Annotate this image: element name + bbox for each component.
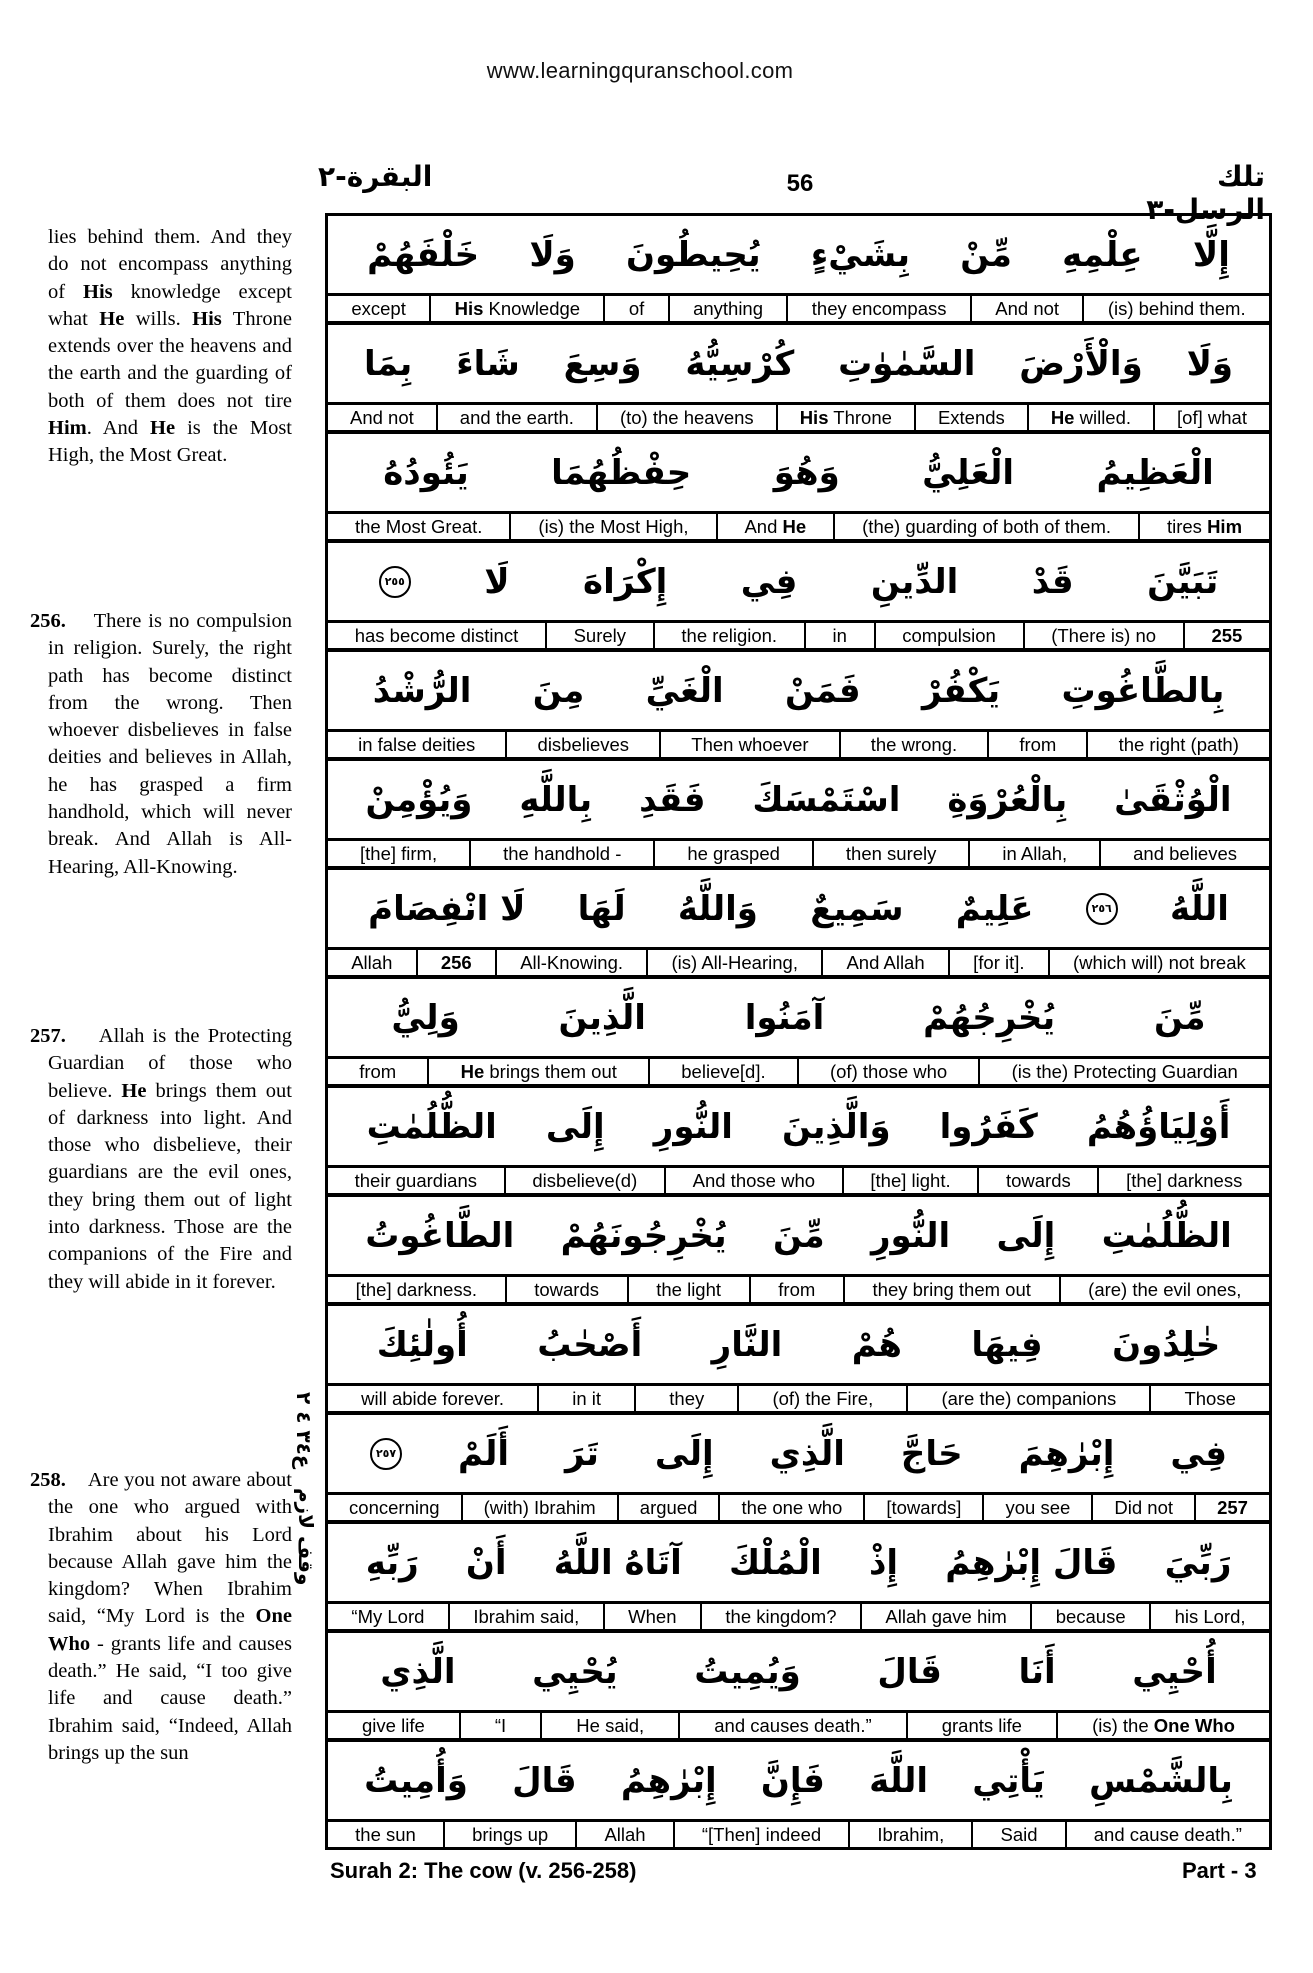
english-word-cell: And Allah [821,950,948,975]
arabic-word: أَلَمْ [457,1433,510,1474]
english-word-cell: and believes [1099,841,1269,866]
arabic-word: وَلَا [529,234,576,275]
arabic-word: وَيُؤْمِنْ [365,779,473,820]
english-word-cell: [towards] [863,1495,982,1520]
verse-line [328,1633,1269,1742]
ayah-end-marker-icon: ٢٥٧ [370,1438,402,1470]
arabic-row [328,216,1269,296]
arabic-word: وَهُوَ [773,452,840,493]
english-word-cell: And those who [664,1168,842,1193]
english-word-cell: in [804,623,874,648]
english-word-cell: disbelieve(d) [504,1168,664,1193]
arabic-word: الرُّشْدُ [372,670,472,711]
english-row [328,296,1269,325]
arabic-word: لَا انْفِصَامَ [368,888,526,929]
english-word-cell: Surely [545,623,653,648]
arabic-word: إِلَّا [1192,234,1230,275]
site-url: www.learningquranschool.com [486,58,794,83]
english-word-cell: in false deities [358,734,476,755]
english-row [328,623,1269,652]
english-word-cell: All-Knowing. [495,950,646,975]
arabic-word: أَصْحٰبُ [537,1324,643,1365]
translation-paragraph-256 [30,608,292,881]
arabic-word: فِي [740,561,798,602]
english-word-cell: they encompass [786,296,969,321]
arabic-word: قَدْ [1031,561,1074,602]
english-word-cell: and cause death.” [1065,1822,1269,1847]
verse-line [328,1742,1269,1847]
english-word-cell: his Lord, [1149,1604,1269,1629]
english-word-cell: from [987,732,1086,757]
arabic-word: أُولٰئِكَ [376,1324,468,1365]
english-word-cell: Allah gave him [860,1604,1030,1629]
surah-footer-label: Surah 2: The cow (v. 256-258) [330,1858,637,1883]
english-word-cell: He willed. [1027,405,1153,430]
english-word-cell: (of) the Fire, [737,1386,906,1411]
english-word-cell: (is) the Most High, [509,514,715,539]
english-word-cell: (of) those who [797,1059,979,1084]
arabic-row [328,1742,1269,1822]
arabic-word: مِّنَ [1153,997,1206,1038]
english-word-cell: Extends [914,405,1027,430]
arabic-word: بِالطَّاغُوتِ [1061,670,1225,711]
arabic-word: هُمْ [851,1324,902,1365]
arabic-word: شَاءَ [456,343,520,384]
arabic-word: الَّذِي [380,1651,456,1692]
verse-line [328,1306,1269,1415]
english-word-cell: And He [716,514,834,539]
arabic-word: يُخْرِجُهُمْ [923,997,1056,1038]
english-word-cell: 257 [1194,1495,1269,1520]
word-by-word-table [325,213,1272,1850]
arabic-word: النَّارِ [711,1324,783,1365]
english-word-cell: he grasped [653,841,812,866]
english-word-cell: (the) guarding of both of them. [833,514,1138,539]
arabic-word: اسْتَمْسَكَ [752,779,901,820]
english-word-cell: (are) the evil ones, [1059,1277,1269,1302]
arabic-word: إِذْ [868,1542,899,1583]
verse-line [328,979,1269,1088]
english-word-cell: you see [982,1495,1091,1520]
ruku-mark: ع٣٤ ٤ ٢ [292,1392,316,1469]
arabic-word: فَقَدِ [639,779,706,820]
arabic-word: وَالَّذِينَ [782,1106,891,1147]
arabic-row [328,543,1269,623]
english-word-cell: from [749,1277,843,1302]
arabic-row [328,761,1269,841]
english-word-cell: [the] firm, [360,843,438,864]
english-word-cell: Ibrahim, [848,1822,971,1847]
arabic-word: قَالَ [877,1651,942,1692]
arabic-word: فِيهَا [971,1324,1043,1365]
english-word-cell: (is the) Protecting Guardian [978,1059,1269,1084]
english-word-cell: brings up [443,1822,575,1847]
arabic-word: فَمَنْ [784,670,861,711]
english-row [328,1822,1269,1847]
arabic-word: الَّذِينَ [558,997,646,1038]
arabic-word: الْوُثْقَىٰ [1114,779,1232,820]
arabic-word: تَرَ [565,1433,599,1474]
arabic-word: أُحْيِي [1132,1651,1217,1692]
translation-text: 257. Allah is the Protecting Guardian of those who believe. He brings them out of darkness into light. And those who disbelieve, their guardians are the evil ones, they bring them out of light into darkness. Those are the companions of the Fire and they will abide in it forever. [30,1025,292,1293]
arabic-row [328,652,1269,732]
arabic-word: يَئُودُهُ [383,452,469,493]
arabic-word: الطَّاغُوتُ [365,1215,515,1256]
english-row [328,1495,1269,1524]
english-word-cell: argued [617,1495,719,1520]
english-row [328,1277,1269,1306]
arabic-word: فَإِنَّ [760,1760,825,1801]
page-number: 56 [786,170,814,197]
arabic-word: النُّورِ [870,1215,951,1256]
arabic-row [328,325,1269,405]
english-word-cell: will abide forever. [361,1388,505,1409]
translation-paragraph-258 [30,1467,292,1767]
arabic-word: مِّنَ [773,1215,825,1256]
arabic-word: الْعَظِيمُ [1096,452,1214,493]
english-word-cell: the one who [718,1495,863,1520]
arabic-row [328,1633,1269,1713]
english-word-cell: “I [459,1713,540,1738]
arabic-word: أَنْ [465,1542,507,1583]
english-word-cell: towards [977,1168,1097,1193]
english-word-cell: of [603,296,667,321]
english-word-cell: When [603,1604,700,1629]
ayah-end-marker-icon: ٢٥٥ [379,566,411,598]
arabic-word: بِالشَّمْسِ [1089,1760,1233,1801]
arabic-word: خَلْفَهُمْ [367,234,480,275]
english-word-cell: compulsion [874,623,1023,648]
english-row [328,405,1269,434]
arabic-row [328,1306,1269,1386]
arabic-word: أَوْلِيَاؤُهُمُ [1086,1106,1231,1147]
english-word-cell: the kingdom? [700,1604,860,1629]
english-word-cell: grants life [906,1713,1056,1738]
arabic-word: آتَاهُ اللَّهُ [553,1542,682,1583]
juz-name-arabic: تلك الرسل-٣ [1146,160,1265,226]
arabic-word: الْغَيِّ [645,670,724,711]
verse-line [328,761,1269,870]
english-word-cell: His Throne [776,405,914,430]
arabic-word: بِمَا [363,343,413,384]
arabic-word: خٰلِدُونَ [1112,1324,1221,1365]
english-word-cell: His Knowledge [429,296,603,321]
english-word-cell: the sun [355,1824,416,1845]
verse-line [328,870,1269,979]
arabic-word: لَهَا [577,888,626,929]
english-word-cell: (is) the One Who [1056,1713,1269,1738]
english-word-cell: except [351,298,406,319]
english-word-cell: He said, [540,1713,678,1738]
arabic-word: النُّورِ [653,1106,733,1147]
english-row [328,841,1269,870]
arabic-word: بِاللَّهِ [519,779,593,820]
verse-line [328,1197,1269,1306]
arabic-word: عَلِيمٌ [955,888,1034,929]
arabic-word: قَالَ [512,1760,577,1801]
english-word-cell: Did not [1091,1495,1194,1520]
arabic-word: عِلْمِهِ [1062,234,1143,275]
english-word-cell: has become distinct [354,625,519,646]
arabic-word: بِشَيْءٍ [810,234,911,275]
arabic-word: وَسِعَ [563,343,642,384]
arabic-row [328,1088,1269,1168]
english-word-cell: their guardians [354,1170,478,1191]
verse-line [328,1088,1269,1197]
part-footer-label: Part - 3 [1182,1858,1257,1883]
english-word-cell: they [634,1386,737,1411]
arabic-word: إِلَى [996,1215,1056,1256]
english-row [328,1059,1269,1088]
english-word-cell: the religion. [653,623,804,648]
arabic-word: حِفْظُهُمَا [551,452,692,493]
english-word-cell: 255 [1183,623,1269,648]
english-word-cell: (There is) no [1023,623,1183,648]
arabic-word: الدِّينِ [870,561,959,602]
verse-line [328,216,1269,325]
english-word-cell: and the earth. [436,405,596,430]
english-word-cell: Those [1149,1386,1269,1411]
arabic-word: أَنَا [1018,1651,1056,1692]
english-word-cell: disbelieves [505,732,659,757]
english-word-cell: 256 [416,950,495,975]
arabic-word: سَمِيعٌ [810,888,904,929]
english-word-cell: concerning [349,1497,440,1518]
ayah-end-marker-icon: ٢٥٦ [1086,893,1118,925]
verse-line [328,434,1269,543]
arabic-word: إِبْرٰهِمَ [1018,1433,1115,1474]
arabic-word: وَأُمِيتُ [364,1760,468,1801]
english-word-cell: the Most Great. [354,516,483,537]
arabic-word: الَّذِي [769,1433,845,1474]
english-word-cell: [for it]. [948,950,1048,975]
surah-name-arabic: البقرة-٢ [318,160,433,193]
arabic-word: إِلَى [545,1106,605,1147]
arabic-word: كُرْسِيُّهُ [685,343,795,384]
english-word-cell: And not [349,407,414,428]
english-word-cell: [of] what [1153,405,1269,430]
arabic-word: يَكْفُرْ [921,670,1001,711]
english-row [328,1604,1269,1633]
arabic-row [328,1524,1269,1604]
english-word-cell: Allah [575,1822,672,1847]
arabic-row [328,870,1269,950]
arabic-row [328,979,1269,1059]
english-word-cell: [the] darkness [1097,1168,1269,1193]
arabic-word: كَفَرُوا [939,1106,1038,1147]
english-word-cell: He brings them out [427,1059,648,1084]
arabic-word: اللَّهُ [1169,888,1229,929]
arabic-word: يُخْرِجُونَهُمْ [560,1215,727,1256]
verse-line [328,1415,1269,1524]
english-word-cell: and causes death.” [678,1713,905,1738]
arabic-word: إِبْرٰهِمُ [620,1760,717,1801]
arabic-word: وَاللَّهُ [677,888,758,929]
verse-line [328,652,1269,761]
english-row [328,950,1269,979]
english-word-cell: towards [505,1277,627,1302]
arabic-word: رَبِّهِ [365,1542,419,1583]
english-word-cell: [the] light. [842,1168,978,1193]
english-row [328,732,1269,761]
arabic-word: الْمُلْكَ [728,1542,822,1583]
translation-paragraph [30,224,292,470]
arabic-word: مِنَ [532,670,585,711]
english-word-cell: from [359,1061,397,1082]
arabic-word: السَّمٰوٰتِ [838,343,976,384]
english-word-cell: anything [668,296,787,321]
english-word-cell: Allah [351,952,393,973]
english-word-cell: (is) behind them. [1082,296,1269,321]
arabic-word: يُحِيطُونَ [626,234,761,275]
arabic-word: وَالْأَرْضَ [1019,343,1143,384]
english-word-cell: the light [627,1277,749,1302]
arabic-word: قَالَ إِبْرٰهِمُ [945,1542,1118,1583]
english-word-cell: the right (path) [1086,732,1269,757]
arabic-word: الظُّلُمٰتِ [1101,1215,1232,1256]
english-word-cell: [the] darkness. [355,1279,477,1300]
english-word-cell: in it [537,1386,634,1411]
english-word-cell: And not [970,296,1083,321]
english-word-cell: Said [971,1822,1064,1847]
english-word-cell: they bring them out [843,1277,1059,1302]
arabic-word: اللَّهَ [869,1760,929,1801]
english-word-cell: then surely [812,841,968,866]
arabic-word: لَا [484,561,510,602]
english-word-cell: because [1030,1604,1149,1629]
arabic-word: وَيُمِيتُ [694,1651,801,1692]
arabic-word: وَلِيُّ [391,997,460,1038]
english-word-cell: Then whoever [659,732,838,757]
english-word-cell: “My Lord [351,1606,425,1627]
arabic-word: إِكْرَاهَ [583,561,668,602]
english-word-cell: the handhold - [469,841,653,866]
arabic-word: يَأْتِي [972,1760,1045,1801]
arabic-row [328,1415,1269,1495]
arabic-word: مِّنْ [960,234,1012,275]
verse-number: 256. [30,610,66,632]
arabic-word: وَلَا [1186,343,1234,384]
english-word-cell: give life [362,1715,425,1736]
arabic-word: حَاجَّ [900,1433,963,1474]
waqf-mark: وقف لازم [294,1488,318,1586]
arabic-word: تَبَيَّنَ [1147,561,1219,602]
arabic-row [328,1197,1269,1277]
english-row [328,1386,1269,1415]
arabic-word: رَبِّيَ [1164,1542,1232,1583]
english-word-cell: Ibrahim said, [448,1604,603,1629]
english-word-cell: (to) the heavens [596,405,776,430]
arabic-word: آمَنُوا [744,997,825,1038]
english-word-cell: (is) All-Hearing, [646,950,821,975]
arabic-row [328,434,1269,514]
english-word-cell: believe[d]. [648,1059,797,1084]
translation-text: 256. There is no compulsion in religion. Surely, the right path has become distinct from the wrong. Then whoever disbelieves in false deities and believes in Allah, he has grasped a firm handhold, which will never break. And Allah is All-Hearing, All-Knowing. [30,610,292,878]
english-word-cell: (with) Ibrahim [461,1495,617,1520]
arabic-word: يُحْيِي [532,1651,618,1692]
arabic-word: الْعَلِيُّ [922,452,1015,493]
arabic-word: بِالْعُرْوَةِ [947,779,1068,820]
english-word-cell: the wrong. [839,732,988,757]
english-row [328,1713,1269,1742]
verse-number: 257. [30,1025,66,1047]
english-word-cell: in Allah, [968,841,1099,866]
verse-line [328,543,1269,652]
english-row [328,514,1269,543]
verse-line [328,325,1269,434]
arabic-word: فِي [1170,1433,1228,1474]
verse-line [328,1524,1269,1633]
translation-text: 258. Are you not aware about the one who argued with Ibrahim about his Lord because Allah gave him the kingdom? When Ibrahim said, “My Lord is the One Who - grants life and causes death.” He said, “I too give life and cause death.” Ibrahim said, “Indeed, Allah brings up the sun [30,1469,292,1764]
english-word-cell: tires Him [1138,514,1269,539]
arabic-word: إِلَى [654,1433,714,1474]
verse-number: 258. [30,1469,66,1491]
translation-text: lies behind them. And they do not encompass anything of His knowledge except what He wills. His Throne extends over the heavens and the earth and the guarding of both of them does not tire Him. And He is the Most High, the Most Great. [48,226,293,467]
arabic-word: الظُّلُمٰتِ [366,1106,497,1147]
translation-paragraph-257 [30,1023,292,1296]
english-word-cell: (which will) not break [1048,950,1269,975]
english-word-cell: “[Then] indeed [673,1822,849,1847]
english-word-cell: (are the) companions [906,1386,1149,1411]
english-row [328,1168,1269,1197]
